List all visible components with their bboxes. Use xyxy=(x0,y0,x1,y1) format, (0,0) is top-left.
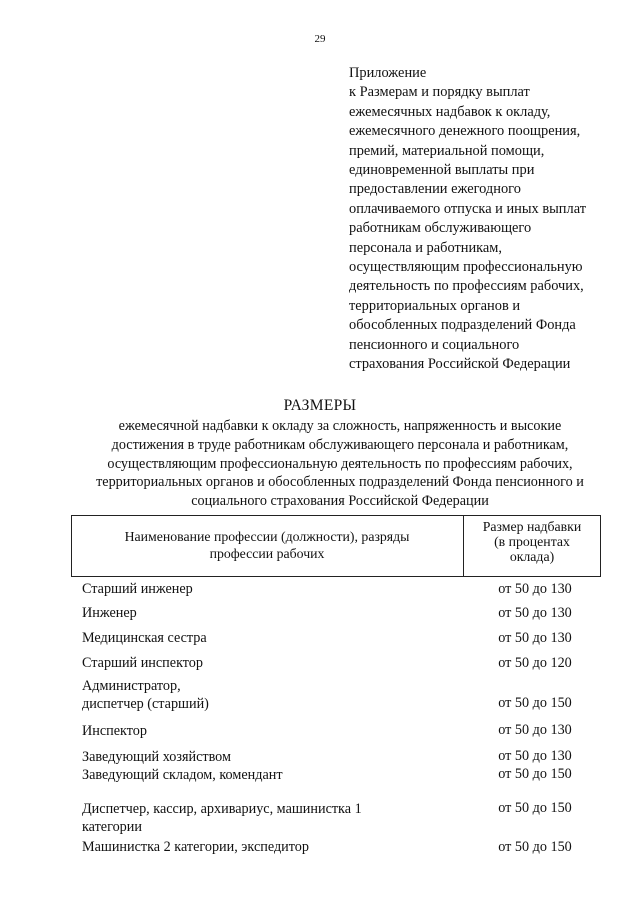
table-row-value xyxy=(470,799,600,817)
table-row-name xyxy=(82,677,462,713)
row-value-line: от 50 до 150 xyxy=(498,839,572,855)
row-value-line: от 50 до 130 xyxy=(498,581,572,597)
table-row-name xyxy=(82,722,462,740)
appendix-line: предоставлении ежегодного xyxy=(349,181,521,198)
row-value-line: от 50 до 130 xyxy=(498,605,572,621)
column-header-line: Размер надбавки xyxy=(482,519,582,534)
column-header-line: (в процентах xyxy=(494,534,570,549)
table-row-value xyxy=(470,721,600,739)
appendix-block xyxy=(349,64,624,375)
row-value-line: от 50 до 130 xyxy=(498,722,572,738)
subtitle-line: осуществляющим профессиональную деятельность по профессиям рабочих, xyxy=(107,455,573,472)
table-row-value xyxy=(470,654,600,672)
table-row-name xyxy=(82,748,462,784)
column-header-line: Наименование профессии (должности), разряды xyxy=(124,529,410,544)
row-name-line: диспетчер (старший) xyxy=(82,696,209,712)
row-name-line: Машинистка 2 категории, экспедитор xyxy=(82,839,309,855)
appendix-line: осуществляющим профессиональную xyxy=(349,259,583,276)
subtitle-line: территориальных органов и обособленных подразделений Фонда пенсионного и xyxy=(96,474,584,491)
table-row-name xyxy=(82,838,462,856)
appendix-line: территориальных органов и xyxy=(349,297,521,314)
table-row-name xyxy=(82,580,462,598)
table-row-value xyxy=(470,838,600,856)
appendix-line: деятельность по профессиям рабочих, xyxy=(349,278,584,295)
appendix-line: Приложение xyxy=(349,65,427,81)
row-value-line: от 50 до 150 xyxy=(498,766,572,782)
table-row-value xyxy=(470,694,600,712)
row-name-line: Администратор, xyxy=(82,678,181,694)
table-row-name xyxy=(82,800,462,836)
row-value-line: от 50 до 130 xyxy=(498,748,572,764)
table-row-value xyxy=(470,580,600,598)
column-header-profession xyxy=(80,528,454,562)
appendix-line: страхования Российской Федерации xyxy=(349,356,571,373)
appendix-line: ежемесячных надбавок к окладу, xyxy=(349,103,551,120)
row-name-line: Старший инспектор xyxy=(82,655,203,671)
appendix-line: к Размерам и порядку выплат xyxy=(349,84,530,101)
row-name-line: Инспектор xyxy=(82,723,147,739)
document-subtitle xyxy=(60,417,620,511)
row-name-line: Диспетчер, кассир, архивариус, машинистка 1 xyxy=(82,801,362,817)
row-name-line: Заведующий складом, комендант xyxy=(82,767,283,783)
table-row-name xyxy=(82,604,462,622)
appendix-line: единовременной выплаты при xyxy=(349,162,535,179)
appendix-line: обособленных подразделений Фонда xyxy=(349,317,576,334)
appendix-line: ежемесячного денежного поощрения, xyxy=(349,123,581,140)
table-row-name xyxy=(82,654,462,672)
appendix-line: пенсионного и социального xyxy=(349,336,520,353)
row-name-line: Заведующий хозяйством xyxy=(82,749,231,765)
column-header-allowance xyxy=(464,519,600,564)
appendix-line: работникам обслуживающего xyxy=(349,220,532,237)
document-title: РАЗМЕРЫ xyxy=(283,397,357,414)
subtitle-line: ежемесячной надбавки к окладу за сложность, напряженность и высокие xyxy=(118,418,562,434)
row-name-line: Старший инженер xyxy=(82,581,193,597)
row-name-line: Инженер xyxy=(82,605,137,621)
row-value-line: от 50 до 150 xyxy=(498,800,572,816)
appendix-line: премий, материальной помощи, xyxy=(349,142,545,159)
subtitle-line: социального страхования Российской Федерации xyxy=(191,493,489,510)
table-row-value xyxy=(470,629,600,647)
subtitle-line: достижения в труде работникам обслуживающего персонала и работникам, xyxy=(111,436,569,453)
appendix-line: оплачиваемого отпуска и иных выплат xyxy=(349,200,586,217)
row-value-line: от 50 до 130 xyxy=(498,630,572,646)
row-name-line: категории xyxy=(82,819,142,835)
appendix-line: персонала и работникам, xyxy=(349,239,503,256)
row-value-line: от 50 до 150 xyxy=(498,695,572,711)
page-number: 29 xyxy=(314,33,326,45)
column-header-line: профессии рабочих xyxy=(209,546,325,561)
table-row-name xyxy=(82,629,462,647)
row-value-line: от 50 до 120 xyxy=(498,655,572,671)
table-row-value xyxy=(470,604,600,622)
table-row-value xyxy=(470,747,600,783)
row-name-line: Медицинская сестра xyxy=(82,630,207,646)
column-header-line: оклада) xyxy=(509,549,555,564)
